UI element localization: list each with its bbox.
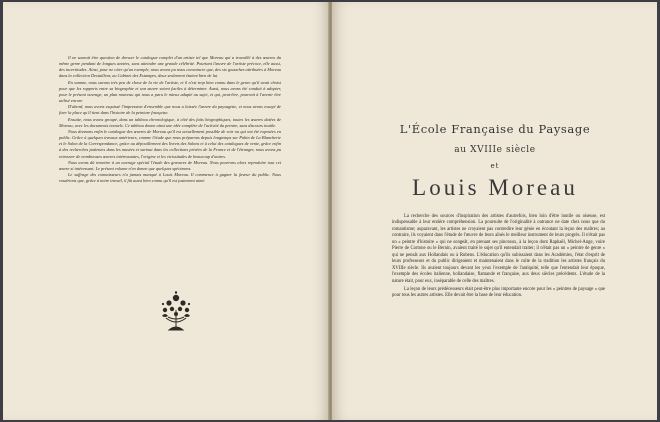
- title-line-2: au XVIIIe siècle: [454, 145, 536, 155]
- left-paragraph: Ensuite, nous avons groupé, dans un tableau chronologique, à côté des faits biographiques, toutes les œuvres datées de Moreau, avec les documents textuels. Ce tableau donne ainsi une idée complète de l'activité du peintre, sans discours inutile.: [59, 116, 281, 128]
- title-line-4: Louis Moreau: [412, 175, 578, 200]
- left-paragraph: Nous donnons enfin le catalogue des œuvres de Moreau qu'il est actuellement possible de voir ou qui ont été exposées en public. Grâce à quelques travaux antérieurs, comme l'étude que nous préparons depuis longtemps sur Pahin de La Blancherie et le Salon de la Correspondance, grâce au dépouillement des livrets des Salons et à celui des catalogues de vente, grâce enfin à des recherches patientes dans les musées et surtout dans les collections privées de la France et de l'étranger, nous avons pu retrouver de nombreuses œuvres intéressantes, l'origine et les vicissitudes de beaucoup d'autres.: [59, 128, 281, 159]
- title-line-1: L'École Française du Paysage: [399, 122, 591, 136]
- left-paragraph: Il ne saurait être question de dresser le catalogue complet d'un artiste tel que Moreau qui a travaillé à des œuvres du même genre pendant de longues années, sans atteindre une grande célébrité. Pourtant l'œuvre de l'artiste précoce, elle aussi, des incertitudes. Ainsi, pour ne citer qu'un exemple, nous avons pu nous convaincre que, des six gouaches attribuées à Moreau dans la collection Destailleur, au Cabinet des Estampes, deux seulement étaient bien de lui.: [59, 55, 281, 79]
- right-page-text: [392, 214, 605, 300]
- left-paragraph: Le suffrage des connaisseurs n'a jamais manqué à Louis Moreau. Il commence à gagner la faveur du public. Nous voudrions que, grâce à notre travail, il fût aussi bien connu qu'il est justement aimé.: [59, 171, 281, 184]
- floral-basket-vignette-icon: [159, 290, 193, 334]
- right-paragraph: La recherche des sources d'inspiration des artistes d'autrefois, bien loin d'être inutile ou oiseuse, est indispensable à leur entière compréhension. La poursuite de l'originalité à outrance ne date chez nous que du romantisme; auparavant, les artistes ne croyaient pas contredire leur génie en écoutant la leçon des maîtres; au contraire, ils voyaient dans l'étude de l'œuvre de leurs aînés le meilleur instrument de leurs progrès. Il n'était pas un « peintre d'histoire » qui ne songeât, en prenant ses pinceaux, à la leçon dont Raphaël, Michel-Ange, voire Pierre de Cortone ou le Bernin, avaient traité le sujet qu'il entendait traiter; il n'était pas un « peintre de genre » qui ne pensât aux Hollandais ou à Rubens. L'éducation qu'ils subissaient dans les Académies, l'état d'esprit de leurs professeurs et du public dirigeaient et maintenaient dans le culte de la tradition les artistes français du XVIIIe siècle. Ils avaient toujours devant les yeux l'exemple de l'antiquité, telle que l'entendait leur époque, l'exemple des écoles italienne, hollandaise, flamande et française, aux deux siècles précédents. L'étude de la nature était, pour eux, inséparable de celle des maîtres.: [392, 214, 605, 284]
- title-line-3: et: [490, 162, 500, 170]
- left-page-text: [59, 55, 281, 184]
- title-block: [351, 122, 639, 201]
- book-spread: [3, 2, 657, 420]
- left-paragraph: Nous avons dû remettre à un ouvrage spécial l'étude des gravures de Moreau. Nous pourrons alors reproduire tout cet œuvre si intéressant. Le présent volume n'en donne que quelques spécimens.: [59, 159, 281, 171]
- left-paragraph: En somme, nous savons très peu de chose de la vie de l'artiste, et il n'est trop bien connu dans le genre qu'il avait choisi pour que les rapports entre sa biographie et son œuvre soient faciles à déterminer. Aussi, nous avons été conduit à adopter, pour le présent ouvrage, un plan nouveau qui nous a paru le mieux adapté au sujet, et qui, peut-être, pourrait à l'avenir être utilisé encore.: [59, 79, 281, 104]
- right-paragraph: La leçon de leurs prédécesseurs était peut-être plus importante encore pour les « peintres de paysage » que pour tous les autres artistes. Elle devait être la base de leur éducation.: [392, 286, 605, 299]
- right-page: [332, 2, 657, 420]
- left-page: [3, 2, 329, 420]
- left-paragraph: D'abord, nous avons esquissé l'impression d'ensemble que nous a laissée l'œuvre du paysagiste, et nous avons essayé de fixer la place qu'il tient dans l'histoire de la peinture française.: [59, 104, 281, 116]
